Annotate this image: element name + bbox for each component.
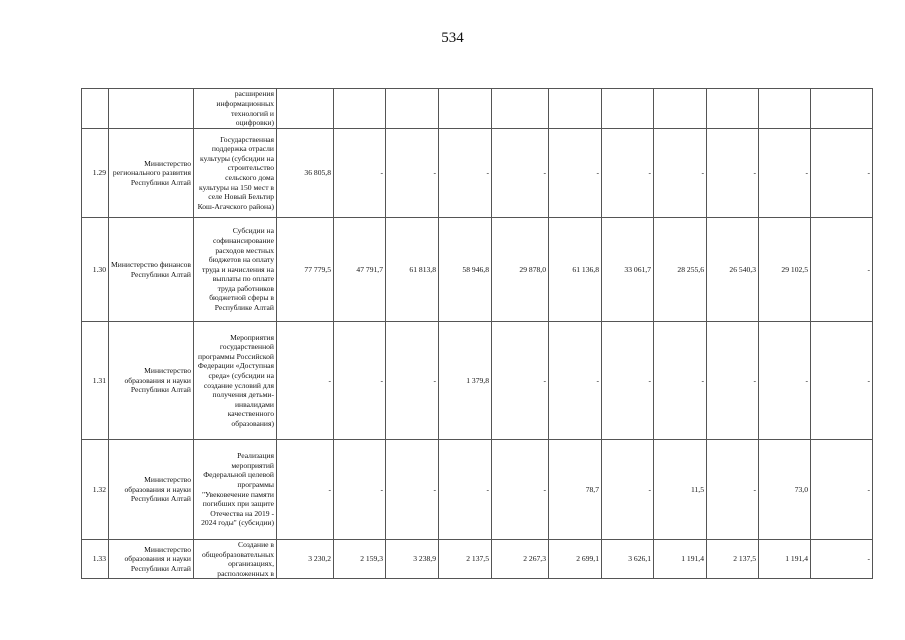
row-number-cell: 1.32 xyxy=(82,440,109,540)
value-cell: 33 061,7 xyxy=(602,218,654,322)
value-cell: 28 255,6 xyxy=(654,218,707,322)
value-cell: 3 238,9 xyxy=(386,540,439,579)
value-cell: - xyxy=(492,440,549,540)
value-cell: - xyxy=(811,129,873,218)
description-cell: Мероприятия государственной программы Российской Федерации «Доступная среда» (субсидии на создание условий для получения детьми-инвалидами качественного образования) xyxy=(194,322,277,440)
value-cell: - xyxy=(549,129,602,218)
value-cell: - xyxy=(811,440,873,540)
value-cell xyxy=(334,89,386,129)
row-number-cell: 1.29 xyxy=(82,129,109,218)
value-cell: - xyxy=(707,129,759,218)
organization-cell: Министерство регионального развития Республики Алтай xyxy=(109,129,194,218)
row-number-cell: 1.33 xyxy=(82,540,109,579)
value-cell: 1 379,8 xyxy=(439,322,492,440)
value-cell: - xyxy=(811,322,873,440)
value-cell: 29 878,0 xyxy=(492,218,549,322)
value-cell xyxy=(492,89,549,129)
value-cell: - xyxy=(386,440,439,540)
value-cell: - xyxy=(386,322,439,440)
value-cell: 2 159,3 xyxy=(334,540,386,579)
table-row xyxy=(82,322,873,440)
value-cell: 77 779,5 xyxy=(277,218,334,322)
organization-cell: Министерство образования и науки Республики Алтай xyxy=(109,540,194,579)
budget-table xyxy=(81,88,873,579)
table-row xyxy=(82,440,873,540)
value-cell: 73,0 xyxy=(759,440,811,540)
value-cell xyxy=(811,89,873,129)
table-row xyxy=(82,89,873,129)
value-cell: - xyxy=(549,322,602,440)
value-cell: 1 191,4 xyxy=(759,540,811,579)
value-cell xyxy=(759,89,811,129)
table-row xyxy=(82,129,873,218)
value-cell: 26 540,3 xyxy=(707,218,759,322)
value-cell: 29 102,5 xyxy=(759,218,811,322)
description-cell: Субсидии на софинансирование расходов местных бюджетов на оплату труда и начисления на выплаты по оплате труда работников бюджетной сферы в Республике Алтай xyxy=(194,218,277,322)
row-number-cell: 1.31 xyxy=(82,322,109,440)
value-cell xyxy=(654,89,707,129)
value-cell: - xyxy=(654,129,707,218)
value-cell: 2 137,5 xyxy=(439,540,492,579)
description-cell: Государственная поддержка отрасли культуры (субсидии на строительство сельского дома культуры на 150 мест в селе Новый Бельтир Кош-Агачского района) xyxy=(194,129,277,218)
organization-cell: Министерство образования и науки Республики Алтай xyxy=(109,322,194,440)
value-cell: - xyxy=(439,440,492,540)
value-cell: - xyxy=(277,440,334,540)
value-cell: 2 699,1 xyxy=(549,540,602,579)
description-cell: Реализация мероприятий Федеральной целевой программы "Увековечение памяти погибших при защите Отечества на 2019 - 2024 годы" (субсидии) xyxy=(194,440,277,540)
value-cell: 61 136,8 xyxy=(549,218,602,322)
value-cell xyxy=(439,89,492,129)
value-cell xyxy=(386,89,439,129)
value-cell: 58 946,8 xyxy=(439,218,492,322)
value-cell xyxy=(549,89,602,129)
description-cell: расширения информационных технологий и оцифровки) xyxy=(194,89,277,129)
value-cell: - xyxy=(602,440,654,540)
value-cell xyxy=(602,89,654,129)
value-cell: 3 626,1 xyxy=(602,540,654,579)
value-cell: - xyxy=(759,322,811,440)
value-cell: - xyxy=(707,322,759,440)
row-number-cell xyxy=(82,89,109,129)
value-cell: - xyxy=(439,129,492,218)
table-row xyxy=(82,540,873,579)
value-cell: 11,5 xyxy=(654,440,707,540)
value-cell: - xyxy=(654,322,707,440)
value-cell: - xyxy=(811,540,873,579)
value-cell: - xyxy=(492,129,549,218)
value-cell xyxy=(707,89,759,129)
value-cell: - xyxy=(811,218,873,322)
value-cell: - xyxy=(759,129,811,218)
organization-cell: Министерство финансов Республики Алтай xyxy=(109,218,194,322)
value-cell: - xyxy=(334,440,386,540)
organization-cell xyxy=(109,89,194,129)
organization-cell: Министерство образования и науки Республики Алтай xyxy=(109,440,194,540)
row-number-cell: 1.30 xyxy=(82,218,109,322)
value-cell: 78,7 xyxy=(549,440,602,540)
table-row xyxy=(82,218,873,322)
value-cell: 61 813,8 xyxy=(386,218,439,322)
value-cell: - xyxy=(334,322,386,440)
value-cell: 47 791,7 xyxy=(334,218,386,322)
value-cell: - xyxy=(707,440,759,540)
value-cell xyxy=(277,89,334,129)
value-cell: - xyxy=(492,322,549,440)
value-cell: - xyxy=(602,129,654,218)
value-cell: 3 230,2 xyxy=(277,540,334,579)
value-cell: 1 191,4 xyxy=(654,540,707,579)
description-cell: Создание в общеобразовательных организациях, расположенных в xyxy=(194,540,277,579)
value-cell: - xyxy=(334,129,386,218)
value-cell: - xyxy=(602,322,654,440)
value-cell: 2 267,3 xyxy=(492,540,549,579)
page-number: 534 xyxy=(441,30,464,46)
value-cell: 2 137,5 xyxy=(707,540,759,579)
value-cell: - xyxy=(386,129,439,218)
value-cell: 36 805,8 xyxy=(277,129,334,218)
value-cell: - xyxy=(277,322,334,440)
